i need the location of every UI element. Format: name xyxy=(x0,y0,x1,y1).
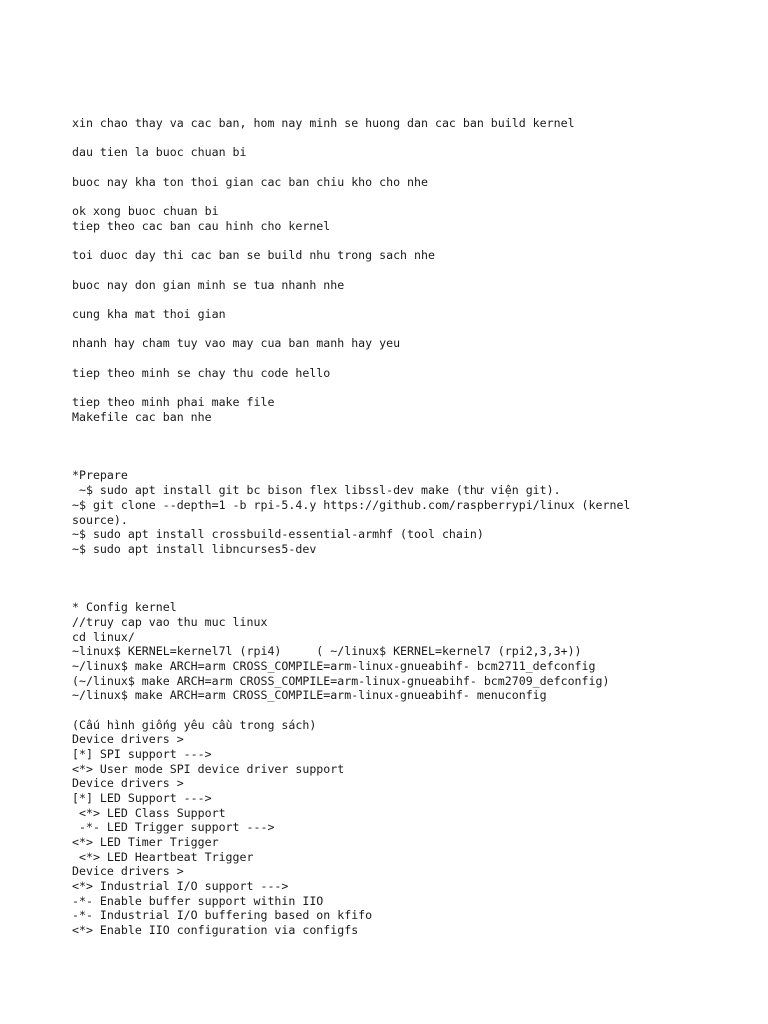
prepare-cmd-ncurses: ~$ sudo apt install libncurses5-dev xyxy=(72,542,317,556)
prepare-cmd-git-clone: ~$ git clone --depth=1 -b rpi-5.4.y https://github.com/raspberrypi/linux (kernel xyxy=(72,498,631,512)
menuconfig-spi-user-mode: <*> User mode SPI device driver support xyxy=(72,762,345,776)
config-cmd-defconfig-2709: (~/linux$ make ARCH=arm CROSS_COMPILE=arm-linux-gnueabihf- bcm2709_defconfig) xyxy=(72,674,610,688)
menuconfig-device-drivers-3: Device drivers > xyxy=(72,864,184,878)
prepare-cmd-git-clone-cont: source). xyxy=(72,513,128,527)
intro-line-takes-time: cung kha mat thoi gian xyxy=(72,307,226,321)
config-cmd-kernel-var: ~linux$ KERNEL=kernel7l (rpi4) ( ~/linux$ KERNEL=kernel7 (rpi2,3,3+)) xyxy=(72,644,582,658)
intro-line-fast-forward: buoc nay don gian minh se tua nhanh nhe xyxy=(72,278,345,292)
menuconfig-led-trigger: -*- LED Trigger support ---> xyxy=(72,820,275,834)
intro-line-first-step: dau tien la buoc chuan bi xyxy=(72,145,247,159)
prepare-cmd-apt-git: ~$ sudo apt install git bc bison flex libssl-dev make (thư viện git). xyxy=(72,483,561,497)
intro-line-makefile: Makefile cac ban nhe xyxy=(72,410,212,424)
menuconfig-iio-support: <*> Industrial I/O support ---> xyxy=(72,879,289,893)
intro-line-prep-done: ok xong buoc chuan bi xyxy=(72,204,219,218)
menuconfig-iio-kfifo: -*- Industrial I/O buffering based on kfifo xyxy=(72,908,373,922)
intro-line-time-note: buoc nay kha ton thoi gian cac ban chiu kho cho nhe xyxy=(72,175,428,189)
config-cmd-menuconfig: ~/linux$ make ARCH=arm CROSS_COMPILE=arm-linux-gnueabihf- menuconfig xyxy=(72,688,547,702)
menuconfig-led-class: <*> LED Class Support xyxy=(72,806,226,820)
config-comment: //truy cap vao thu muc linux xyxy=(72,615,268,629)
menuconfig-led-support: [*] LED Support ---> xyxy=(72,791,212,805)
menuconfig-iio-buffer: -*- Enable buffer support within IIO xyxy=(72,894,324,908)
config-cmd-cd: cd linux/ xyxy=(72,630,135,644)
prepare-heading: *Prepare xyxy=(72,468,128,482)
intro-line-run-hello: tiep theo minh se chay thu code hello xyxy=(72,366,331,380)
intro-line-machine-speed: nhanh hay cham tuy vao may cua ban manh hay yeu xyxy=(72,336,401,350)
menuconfig-iio-configfs: <*> Enable IIO configuration via configfs xyxy=(72,923,359,937)
config-heading: * Config kernel xyxy=(72,600,177,614)
menuconfig-note: (Cấu hình giống yêu cầu trong sách) xyxy=(72,718,317,732)
menuconfig-led-timer: <*> LED Timer Trigger xyxy=(72,835,219,849)
intro-line-greeting: xin chao thay va cac ban, hom nay minh se huong dan cac ban build kernel xyxy=(72,116,575,130)
menuconfig-device-drivers-1: Device drivers > xyxy=(72,732,184,746)
menuconfig-device-drivers-2: Device drivers > xyxy=(72,776,184,790)
intro-line-config-next: tiep theo cac ban cau hinh cho kernel xyxy=(72,219,331,233)
intro-line-make-file: tiep theo minh phai make file xyxy=(72,395,275,409)
intro-line-build-book: toi duoc day thi cac ban se build nhu trong sach nhe xyxy=(72,248,435,262)
menuconfig-spi-support: [*] SPI support ---> xyxy=(72,747,212,761)
prepare-cmd-toolchain: ~$ sudo apt install crossbuild-essential-armhf (tool chain) xyxy=(72,527,484,541)
config-cmd-defconfig-2711: ~/linux$ make ARCH=arm CROSS_COMPILE=arm-linux-gnueabihf- bcm2711_defconfig xyxy=(72,659,596,673)
menuconfig-led-heartbeat: <*> LED Heartbeat Trigger xyxy=(72,850,254,864)
